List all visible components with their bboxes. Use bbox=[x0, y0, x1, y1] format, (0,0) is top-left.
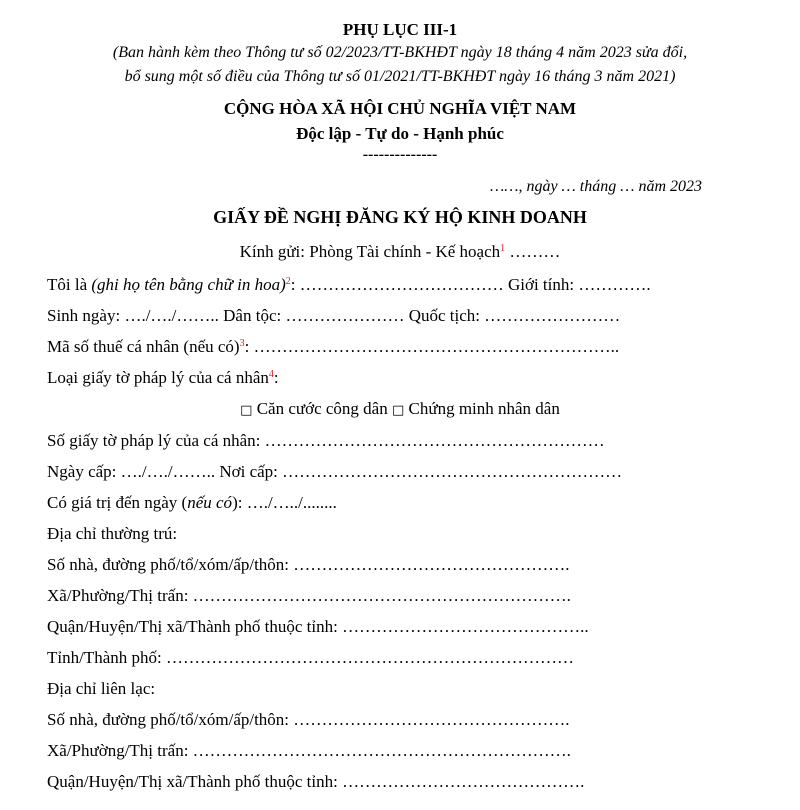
permanent-district-field: Quận/Huyện/Thị xã/Thành phố thuộc tỉnh: …………………………………….. bbox=[47, 617, 589, 636]
recipient-label: Kính gửi: Phòng Tài chính - Kế hoạch bbox=[239, 242, 501, 261]
contact-street-field: Số nhà, đường phố/tổ/xóm/ấp/thôn: …………………………………………. bbox=[47, 710, 570, 729]
appendix-title: PHỤ LỤC III-1 bbox=[342, 20, 458, 39]
name-field bbox=[47, 275, 651, 295]
tax-label: Mã số thuế cá nhân (nếu có) bbox=[47, 337, 240, 356]
footnote-1: 1 bbox=[500, 243, 506, 254]
footnote-3: 3 bbox=[239, 338, 245, 349]
name-dots: : ……………………………… Giới tính: …………. bbox=[290, 275, 651, 294]
issuance-note-line2: bổ sung một số điều của Thông tư số 01/2021/TT-BKHĐT ngày 16 tháng 3 năm 2021) bbox=[124, 68, 676, 85]
permanent-province-field: Tỉnh/Thành phố: ……………………………………………………………… bbox=[47, 648, 574, 667]
contact-ward-field: Xã/Phường/Thị trấn: …………………………………………………………. bbox=[47, 741, 571, 760]
checkbox-cmnd[interactable]: □ bbox=[391, 403, 405, 418]
doc-options bbox=[0, 399, 800, 419]
header-divider: -------------- bbox=[362, 146, 438, 163]
contact-address-heading: Địa chỉ liên lạc: bbox=[47, 679, 156, 698]
country-name: CỘNG HÒA XÃ HỘI CHỦ NGHĨA VIỆT NAM bbox=[223, 99, 577, 118]
birth-field: Sinh ngày: …./…./…….. Dân tộc: ………………… Quốc tịch: …………………… bbox=[47, 306, 621, 325]
doc-type-field bbox=[47, 368, 279, 388]
form-title: GIẤY ĐỀ NGHỊ ĐĂNG KÝ HỘ KINH DOANH bbox=[213, 207, 587, 227]
checkbox-cccd[interactable]: □ bbox=[240, 403, 253, 418]
permanent-ward-field: Xã/Phường/Thị trấn: …………………………………………………………. bbox=[47, 586, 571, 605]
recipient-line bbox=[0, 242, 800, 262]
doc-number-field: Số giấy tờ pháp lý của cá nhân: …………………………………………………… bbox=[47, 431, 605, 450]
contact-district-field: Quận/Huyện/Thị xã/Thành phố thuộc tỉnh: ……………………………………. bbox=[47, 772, 585, 791]
name-prefix: Tôi là bbox=[47, 275, 92, 294]
permanent-address-heading: Địa chỉ thường trú: bbox=[47, 524, 178, 543]
national-motto: Độc lập - Tự do - Hạnh phúc bbox=[296, 124, 504, 143]
issuance-note-line1: (Ban hành kèm theo Thông tư số 02/2023/TT-BKHĐT ngày 18 tháng 4 năm 2023 sửa đổi, bbox=[112, 44, 688, 61]
name-hint: (ghi họ tên bằng chữ in hoa) bbox=[91, 275, 286, 294]
doc-type-suffix: : bbox=[273, 368, 279, 387]
date-line: ……, ngày … tháng … năm 2023 bbox=[489, 178, 702, 195]
doc-type-label: Loại giấy tờ pháp lý của cá nhân bbox=[47, 368, 269, 387]
valid-until-prefix: Có giá trị đến ngày ( bbox=[47, 493, 188, 512]
footnote-2: 2 bbox=[285, 276, 291, 287]
issue-field: Ngày cấp: …./…./…….. Nơi cấp: …………………………………………………… bbox=[47, 462, 623, 481]
valid-until-field bbox=[47, 493, 337, 513]
recipient-dots: ……… bbox=[505, 242, 561, 261]
tax-field bbox=[47, 337, 619, 357]
tax-dots: : ……………………………………………………….. bbox=[244, 337, 620, 356]
valid-until-hint: nếu có bbox=[187, 493, 233, 512]
option-cccd-label: Căn cước công dân bbox=[252, 399, 392, 418]
footnote-4: 4 bbox=[268, 369, 274, 380]
option-cmnd-label: Chứng minh nhân dân bbox=[404, 399, 560, 418]
permanent-street-field: Số nhà, đường phố/tổ/xóm/ấp/thôn: …………………………………………. bbox=[47, 555, 570, 574]
valid-until-suffix: ): …./…../........ bbox=[232, 493, 337, 512]
